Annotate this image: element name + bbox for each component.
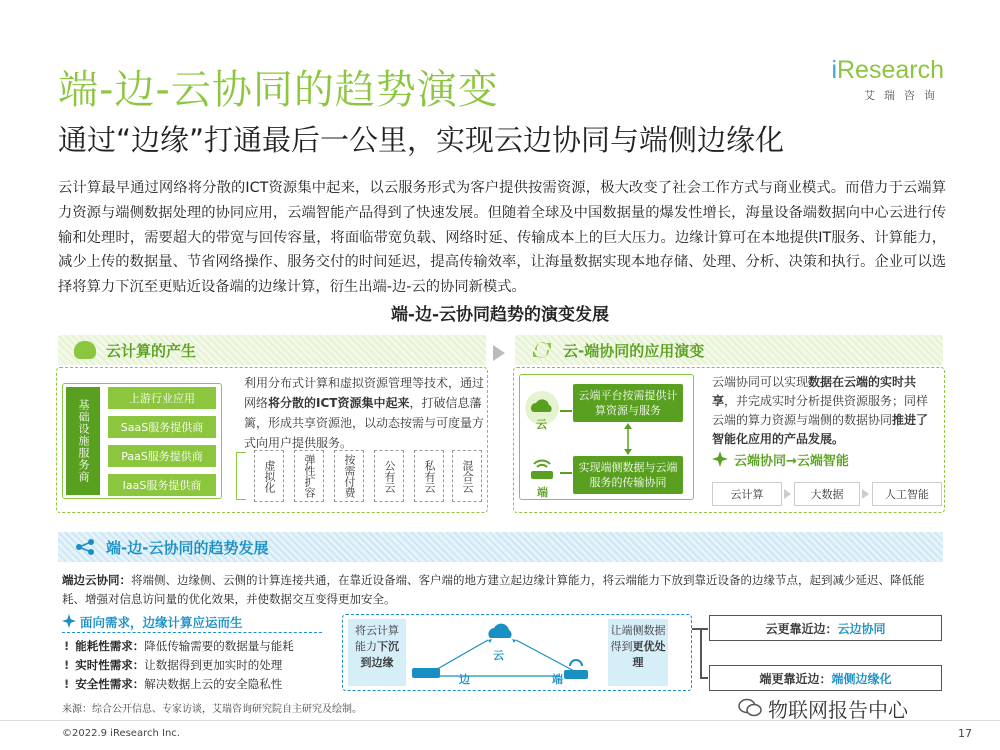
source-note: 来源：综合公开信息、专家访谈，艾瑞咨询研究院自主研究及绘制。: [62, 704, 362, 715]
chip-arrow: [862, 489, 869, 499]
brace: [236, 452, 246, 500]
need-realtime: ! 实时性需求：让数据得到更加实时的处理: [64, 658, 283, 672]
sync-icon: [531, 341, 553, 359]
feature-tag: 按需付费: [334, 450, 364, 502]
service-layer: IaaS服务提供商: [108, 474, 216, 496]
demand-title: 面向需求，边缘计算应运而生: [80, 615, 243, 630]
wechat-account: 物联网报告中心: [768, 698, 908, 722]
bidirectional-arrow-icon: [622, 423, 634, 455]
copyright: ©2022.9 iResearch Inc.: [62, 728, 180, 739]
infrastructure-provider-label: 基础设施服务商: [66, 387, 100, 495]
arrow-right-icon: [493, 345, 505, 361]
connector: [700, 677, 708, 679]
network-icon: [74, 538, 96, 556]
exclamation-icon: !: [64, 677, 70, 691]
service-layer: SaaS服务提供商: [108, 416, 216, 438]
node-edge-label: 边: [459, 673, 470, 686]
node-cloud-label: 云: [493, 649, 504, 662]
need-energy: ! 能耗性需求：降低传输需要的数据量与能耗: [64, 639, 294, 653]
section-cloud-end-header: 云-端协同的应用演变: [515, 335, 943, 365]
optimize-data-box: 让端侧数据得到更优处理: [608, 619, 668, 686]
iresearch-logo: iResearch 艾瑞咨询: [831, 56, 944, 102]
chip-big-data: 大数据: [794, 482, 860, 506]
result-cloud-edge: 云更靠近边： 云边协同: [709, 615, 942, 641]
node-end-label: 端: [552, 673, 563, 686]
section-cloud-computing-header: 云计算的产生: [58, 335, 486, 365]
cloud-intelligence-title: 云端协同→云端智能: [734, 454, 849, 469]
cloud-platform-box: 云端平台按需提供计算资源与服务: [573, 384, 683, 422]
need-security: ! 安全性需求：解决数据上云的安全隐私性: [64, 677, 283, 691]
intro-paragraph: 云计算最早通过网络将分散的ICT资源集中起来，以云服务形式为客户提供按需资源，极大改变了社会工作方式与商业模式。而借力于云端算力资源与端侧数据处理的协同应用，云端智能产品得到了快速发展。但随着全球及中国数据量的爆发性增长，海量设备端数据向中心云进行传输和处理时，需要超大的带宽与回传容量，将面临带宽负载、网络时延、传输成本上的巨大压力。边缘计算可在本地提供IT服务、计算能力，减少上传的数据量、节省网络操作、服务交付的时间延迟，提高传输效率，让海量数据实现本地存储、处理、分析、决策和执行。企业可以选择将算力下沉至更贴近设备端的边缘计算，衍生出端-边-云的协同新模式。: [58, 180, 946, 296]
sink-compute-box: 将云计算能力下沉到边缘: [348, 619, 406, 686]
cloud-edge-end-diagram: [410, 618, 606, 688]
end-transmission-box: 实现端侧数据与云端服务的传输协同: [573, 456, 683, 494]
router-icon: [528, 458, 556, 482]
feature-tag: 弹性扩容: [294, 450, 324, 502]
connector: [560, 472, 572, 474]
exclamation-icon: !: [64, 639, 70, 653]
sparkle-icon: [712, 451, 728, 467]
section-edge-header: 端-边-云协同的趋势发展: [58, 532, 943, 562]
feature-tag: 虚拟化: [254, 450, 284, 502]
cloud-end-description: 云端协同可以实现数据在云端的实时共享，并完成实时分析提供资源服务；同样云端的算力资源与端侧的数据协同推进了智能化应用的产品发展。: [712, 375, 929, 446]
page-number: 17: [958, 727, 972, 740]
sparkle-icon: [62, 614, 76, 628]
connector: [560, 410, 572, 412]
chip-arrow: [784, 489, 791, 499]
edge-description: 端边云协同：将端侧、边缘侧、云侧的计算连接共通，在靠近设备端、客户端的地方建立起边缘计算能力，将云端能力下放到靠近设备的边缘节点，起到减少延迟、降低能耗、增强对信息访问量的优化效果，并使数据交互变得更加安全。: [62, 573, 925, 606]
wechat-icon: [738, 698, 762, 718]
exclamation-icon: !: [64, 658, 70, 672]
connector: [700, 628, 702, 678]
chip-ai: 人工智能: [872, 482, 942, 506]
diagram-title: 端-边-云协同趋势的演变发展: [390, 305, 610, 325]
result-end-edge: 端更靠近边： 端侧边缘化: [709, 665, 942, 691]
chip-cloud-computing: 云计算: [712, 482, 782, 506]
cloud-computing-description: 利用分布式计算和虚拟资源管理等技术，通过网络将分散的ICT资源集中起来，打破信息藩篱，形成共享资源池，以动态按需与可度量方式向用户提供服务。: [244, 376, 485, 450]
divider: [62, 632, 322, 633]
feature-tag: 混合云: [452, 450, 482, 502]
end-label: 端: [537, 486, 548, 499]
service-layer: PaaS服务提供商: [108, 445, 216, 467]
page-title: 端-边-云协同的趋势演变: [58, 67, 499, 113]
service-layer: 上游行业应用: [108, 387, 216, 409]
feature-tag: 公有云: [374, 450, 404, 502]
cloud-label: 云: [536, 418, 547, 431]
connector: [700, 628, 708, 630]
feature-tag: 私有云: [414, 450, 444, 502]
page-subtitle: 通过“边缘”打通最后一公里，实现云边协同与端侧边缘化: [58, 123, 785, 157]
cloud-icon: [74, 341, 96, 359]
